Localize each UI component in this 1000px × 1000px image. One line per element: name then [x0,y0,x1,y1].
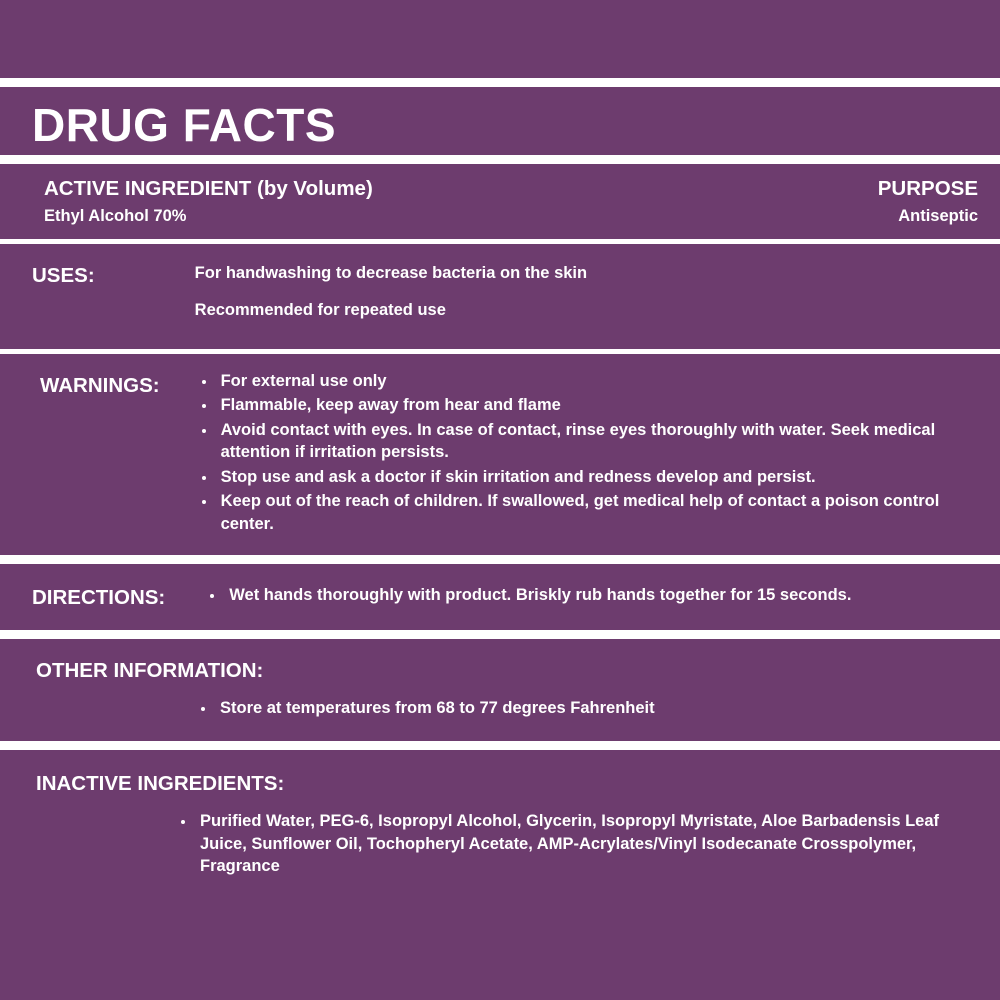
inactive-ingredients-list [36,810,940,877]
list-item: • Purified Water, PEG-6, Isopropyl Alcohol, Glycerin, Isopropyl Myristate, Aloe Barbadensis Leaf Juice, Sunflower Oil, Tochopheryl Acetate, AMP-Acrylates/Vinyl Isodecanate Crosspolymer, Fragrance [196,810,940,877]
uses-label: USES: [32,264,95,288]
page-title: DRUG FACTS [32,99,336,151]
directions-section [0,564,1000,630]
title-block [0,87,1000,155]
inactive-ingredients-label: INACTIVE INGREDIENTS: [36,772,285,796]
list-item: • Store at temperatures from 68 to 77 degrees Fahrenheit [216,697,978,719]
list-item: • Wet hands thoroughly with product. Briskly rub hands together for 15 seconds. [225,584,978,606]
uses-content [95,262,978,335]
divider-other-information [0,630,1000,639]
divider-inactive-ingredients [0,741,1000,750]
divider-under-title [0,155,1000,164]
uses-section [0,244,1000,349]
directions-label: DIRECTIONS: [32,585,166,609]
warnings-section [0,354,1000,555]
warnings-list [195,370,978,535]
divider-directions [0,555,1000,564]
other-information-list [36,697,978,719]
directions-list [203,584,978,606]
list-item: • Keep out of the reach of children. If swallowed, get medical help of contact a poison control center. [217,490,978,535]
list-item: • Avoid contact with eyes. In case of contact, rinse eyes thoroughly with water. Seek medical attention if irritation persists. [217,419,978,464]
directions-content [165,584,978,608]
other-information-label: OTHER INFORMATION: [36,658,264,682]
top-margin [0,0,1000,78]
divider-top [0,78,1000,87]
purpose-heading: PURPOSE [877,177,978,201]
uses-line: Recommended for repeated use [194,300,446,319]
active-ingredient-purpose-row [0,164,1000,239]
list-item: • For external use only [217,370,978,392]
purpose-value: Antiseptic [898,206,978,225]
uses-line: For handwashing to decrease bacteria on the skin [194,264,588,283]
list-item: • Flammable, keep away from hear and flame [217,394,978,416]
active-ingredient-value: Ethyl Alcohol 70% [44,206,187,225]
active-ingredient-block [44,176,373,227]
inactive-ingredients-section [0,750,1000,889]
warnings-label: WARNINGS: [40,373,160,397]
other-information-section [0,639,1000,741]
list-item: • Stop use and ask a doctor if skin irritation and redness develop and persist. [217,466,978,488]
warnings-content [160,370,978,537]
purpose-block [878,176,978,227]
active-ingredient-heading: ACTIVE INGREDIENT (by Volume) [44,177,373,201]
